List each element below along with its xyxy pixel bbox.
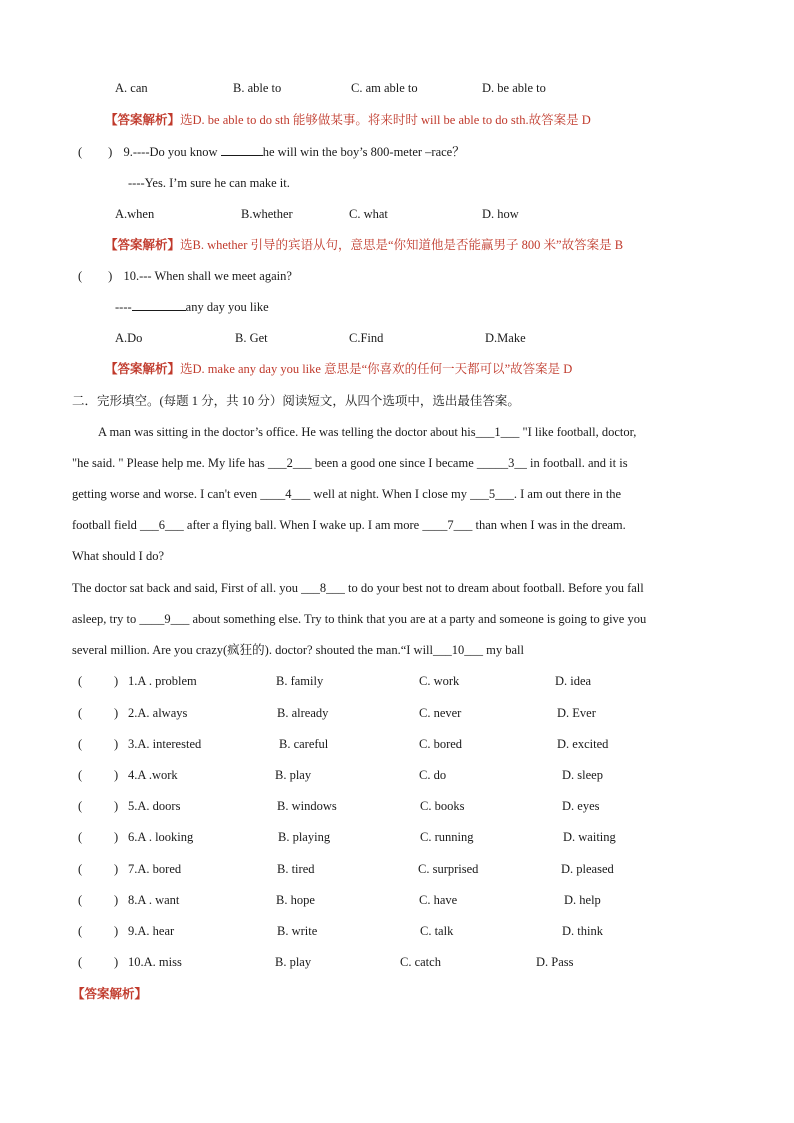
q9-option-a: A.when: [115, 207, 155, 221]
q10-option-c: C.Find: [349, 331, 384, 345]
choice-d: D. help: [564, 893, 601, 907]
choice-b: B. family: [276, 674, 324, 688]
q10-answer-analysis: [105, 361, 572, 377]
answer-paren-open: (: [78, 269, 83, 283]
choice-c: C. surprised: [418, 862, 479, 876]
choice-c: C. bored: [419, 737, 463, 751]
answer-paren-close: ): [114, 706, 119, 720]
q10-reply-text: any day you like: [185, 300, 269, 314]
q10-stem: [78, 268, 292, 284]
answer-paren-open: (: [78, 737, 83, 751]
q9-option-b: B.whether: [241, 207, 293, 221]
q10-option-a: A.Do: [115, 331, 143, 345]
choice-b: B. already: [277, 706, 329, 720]
q8-option-d: D. be able to: [482, 81, 546, 95]
choice-a: 3.A. interested: [128, 737, 202, 751]
choice-d: D. pleased: [561, 862, 614, 876]
choice-b: B. windows: [277, 799, 337, 813]
choice-a: 1.A . problem: [128, 674, 197, 688]
q10-option-d: D.Make: [485, 331, 526, 345]
answer-paren-close: ): [108, 145, 113, 159]
q9-stem-end: he will win the boy’s 800-meter –race？: [262, 145, 465, 159]
q9-option-d: D. how: [482, 207, 519, 221]
choice-d: D. Ever: [557, 706, 596, 720]
answer-tag: 【答案解析】: [105, 238, 181, 252]
choice-a: 6.A . looking: [128, 830, 194, 844]
choice-c: C. have: [419, 893, 458, 907]
choice-a: 5.A. doors: [128, 799, 181, 813]
choice-a: 4.A .work: [128, 768, 178, 782]
choice-a: 2.A. always: [128, 706, 188, 720]
choice-c: C. never: [419, 706, 462, 720]
choice-d: D. eyes: [562, 799, 600, 813]
answer-paren-open: (: [78, 893, 83, 907]
choice-b: B. hope: [276, 893, 315, 907]
q8-option-b: B. able to: [233, 81, 282, 95]
choice-d: D. idea: [555, 674, 592, 688]
q9-blank: [221, 144, 263, 156]
q8-answer-analysis: [105, 112, 591, 128]
q9-stem-start: 9.----Do you know: [123, 145, 221, 159]
q9-answer-analysis: [105, 237, 623, 253]
answer-paren-close: ): [108, 269, 113, 283]
answer-paren-close: ): [114, 924, 119, 938]
choice-c: C. books: [420, 799, 465, 813]
answer-tag: 【答案解析】: [105, 362, 181, 376]
choice-b: B. careful: [279, 737, 329, 751]
answer-paren-close: ): [114, 799, 119, 813]
choice-b: B. tired: [277, 862, 315, 876]
answer-paren-close: ): [114, 674, 119, 688]
choice-d: D. waiting: [563, 830, 616, 844]
passage-line: several million. Are you crazy(疯狂的). doctor? shouted the man.“I will___10___ my ball: [72, 643, 524, 657]
answer-paren-close: ): [114, 893, 119, 907]
answer-text: 选B. whether 引导的宾语从句，意思是“你知道他是否能赢男子 800 米”故答案是 B: [180, 238, 624, 252]
choice-c: C. catch: [400, 955, 441, 969]
passage-line: getting worse and worse. I can't even ____4___ well at night. When I close my ___5___. I am out there in the: [72, 487, 622, 501]
passage-line: football field ___6___ after a flying ball. When I wake up. I am more ____7___ than when I was in the dream.: [72, 518, 626, 532]
answer-paren-open: (: [78, 830, 83, 844]
answer-paren-open: (: [78, 924, 83, 938]
answer-paren-close: ): [114, 737, 119, 751]
answer-text: 选D. be able to do sth 能够做某事。将来时时 will be able to do sth.故答案是 D: [180, 113, 591, 127]
answer-paren-open: (: [78, 674, 83, 688]
answer-paren-close: ): [114, 768, 119, 782]
choice-c: C. talk: [420, 924, 454, 938]
choice-b: B. write: [277, 924, 318, 938]
q10-blank: [132, 299, 186, 311]
answer-paren-open: (: [78, 862, 83, 876]
choice-c: C. running: [420, 830, 474, 844]
passage-line: What should I do?: [72, 549, 164, 563]
choice-d: D. excited: [557, 737, 609, 751]
passage-line: A man was sitting in the doctor’s office. He was telling the doctor about his___1___ "I like football, doctor,: [98, 425, 637, 439]
choice-d: D. think: [562, 924, 603, 938]
answer-paren-close: ): [114, 955, 119, 969]
answer-paren-open: (: [78, 768, 83, 782]
choice-b: B. play: [275, 955, 312, 969]
answer-tag: 【答案解析】: [105, 113, 181, 127]
choice-a: 8.A . want: [128, 893, 180, 907]
q8-option-a: A. can: [115, 81, 148, 95]
answer-paren-open: (: [78, 799, 83, 813]
choice-a: 9.A. hear: [128, 924, 175, 938]
q10-reply: [115, 299, 269, 315]
q10-reply-dash: ----: [115, 300, 132, 314]
answer-text: 选D. make any day you like 意思是“你喜欢的任何一天都可以”故答案是 D: [180, 362, 573, 376]
choice-b: B. play: [275, 768, 312, 782]
answer-paren-close: ): [114, 830, 119, 844]
choice-d: D. sleep: [562, 768, 603, 782]
answer-paren-open: (: [78, 955, 83, 969]
q8-option-c: C. am able to: [351, 81, 418, 95]
answer-paren-open: (: [78, 145, 83, 159]
passage-line: The doctor sat back and said, First of all. you ___8___ to do your best not to dream about football. Before you fall: [72, 581, 644, 595]
choice-c: C. work: [419, 674, 460, 688]
passage-line: "he said. " Please help me. My life has ___2___ been a good one since I became _____3__ in football. and it is: [72, 456, 628, 470]
choice-b: B. playing: [278, 830, 331, 844]
q10-stem-text: 10.--- When shall we meet again?: [123, 269, 292, 283]
answer-paren-open: (: [78, 706, 83, 720]
choice-a: 10.A. miss: [128, 955, 182, 969]
q9-reply: ----Yes. I’m sure he can make it.: [128, 176, 290, 190]
final-answer-tag: 【答案解析】: [72, 987, 148, 1001]
choice-a: 7.A. bored: [128, 862, 182, 876]
q9-option-c: C. what: [349, 207, 388, 221]
passage-line: asleep, try to ____9___ about something else. Try to think that you are at a party and someone is going to give you: [72, 612, 647, 626]
section-heading: 二．完形填空。(每题 1 分，共 10 分）阅读短文，从四个选项中，选出最佳答案。: [72, 394, 520, 408]
q10-option-b: B. Get: [235, 331, 268, 345]
q9-stem: [78, 144, 465, 160]
answer-paren-close: ): [114, 862, 119, 876]
choice-d: D. Pass: [536, 955, 574, 969]
choice-c: C. do: [419, 768, 447, 782]
